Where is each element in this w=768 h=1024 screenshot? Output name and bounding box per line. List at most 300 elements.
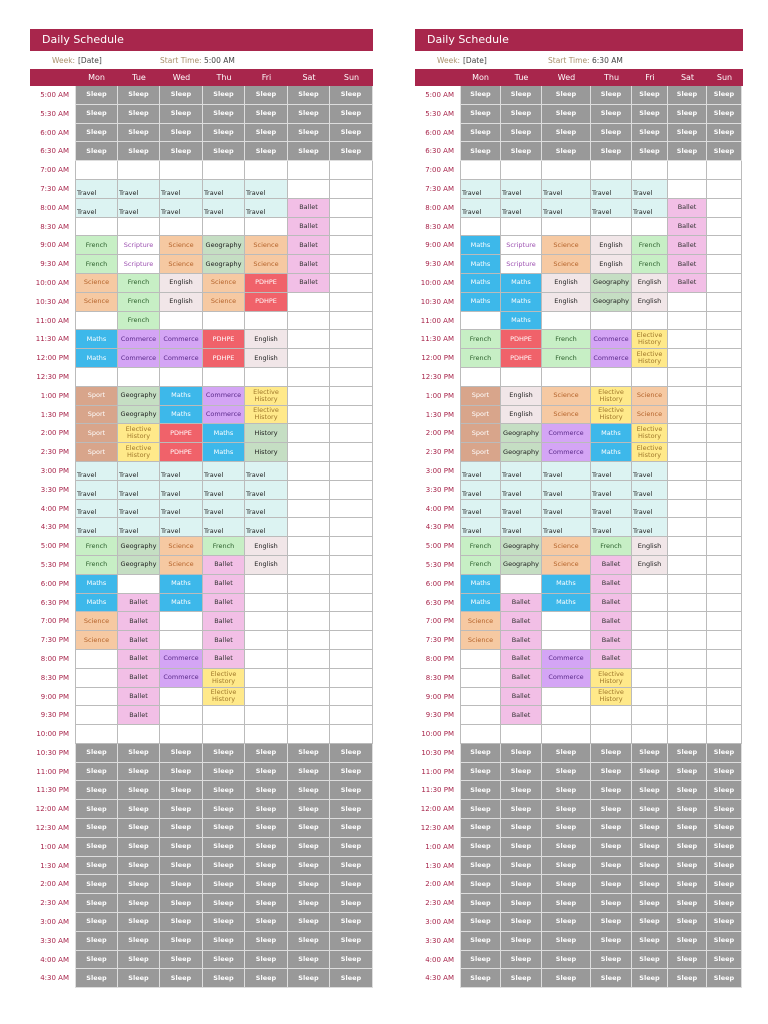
activity-cell-sleep[interactable]: Sleep: [632, 744, 668, 763]
activity-cell-sleep[interactable]: Sleep: [460, 875, 501, 894]
activity-cell-english[interactable]: English: [632, 293, 668, 312]
empty-cell[interactable]: [160, 218, 203, 237]
empty-cell[interactable]: [707, 180, 742, 199]
activity-cell-sleep[interactable]: Sleep: [460, 781, 501, 800]
activity-cell-sleep[interactable]: Sleep: [668, 105, 707, 124]
activity-cell-sleep[interactable]: Sleep: [203, 763, 245, 782]
activity-cell-travel[interactable]: Travel: [160, 518, 203, 537]
empty-cell[interactable]: [330, 725, 373, 744]
activity-cell-commerce[interactable]: Commerce: [591, 330, 632, 349]
activity-cell-french[interactable]: French: [118, 274, 160, 293]
week-value[interactable]: [Date]: [78, 56, 102, 65]
activity-cell-sleep[interactable]: Sleep: [591, 913, 632, 932]
empty-cell[interactable]: [288, 387, 330, 406]
activity-cell-sleep[interactable]: Sleep: [75, 105, 118, 124]
empty-cell[interactable]: [330, 443, 373, 462]
empty-cell[interactable]: [707, 236, 742, 255]
activity-cell-elective-history[interactable]: Elective History: [632, 330, 668, 349]
activity-cell-sleep[interactable]: Sleep: [288, 951, 330, 970]
empty-cell[interactable]: [203, 725, 245, 744]
empty-cell[interactable]: [245, 575, 288, 594]
activity-cell-sleep[interactable]: Sleep: [501, 124, 542, 143]
activity-cell-commerce[interactable]: Commerce: [160, 330, 203, 349]
activity-cell-sleep[interactable]: Sleep: [632, 105, 668, 124]
activity-cell-sleep[interactable]: Sleep: [160, 142, 203, 161]
activity-cell-sleep[interactable]: Sleep: [330, 913, 373, 932]
empty-cell[interactable]: [288, 161, 330, 180]
empty-cell[interactable]: [460, 368, 501, 387]
activity-cell-sleep[interactable]: Sleep: [542, 124, 591, 143]
activity-cell-maths[interactable]: Maths: [591, 424, 632, 443]
empty-cell[interactable]: [632, 650, 668, 669]
activity-cell-pdhpe[interactable]: PDHPE: [245, 293, 288, 312]
activity-cell-pdhpe[interactable]: PDHPE: [203, 330, 245, 349]
empty-cell[interactable]: [668, 312, 707, 331]
empty-cell[interactable]: [75, 650, 118, 669]
empty-cell[interactable]: [330, 312, 373, 331]
empty-cell[interactable]: [501, 725, 542, 744]
empty-cell[interactable]: [245, 161, 288, 180]
empty-cell[interactable]: [668, 293, 707, 312]
activity-cell-commerce[interactable]: Commerce: [118, 349, 160, 368]
activity-cell-ballet[interactable]: Ballet: [591, 612, 632, 631]
activity-cell-ballet[interactable]: Ballet: [118, 706, 160, 725]
activity-cell-sleep[interactable]: Sleep: [591, 951, 632, 970]
activity-cell-sleep[interactable]: Sleep: [245, 913, 288, 932]
activity-cell-sleep[interactable]: Sleep: [707, 86, 742, 105]
empty-cell[interactable]: [160, 688, 203, 707]
empty-cell[interactable]: [245, 312, 288, 331]
activity-cell-sleep[interactable]: Sleep: [707, 800, 742, 819]
activity-cell-travel[interactable]: Travel: [460, 500, 501, 519]
activity-cell-sleep[interactable]: Sleep: [707, 838, 742, 857]
activity-cell-science[interactable]: Science: [632, 387, 668, 406]
activity-cell-travel[interactable]: Travel: [75, 500, 118, 519]
empty-cell[interactable]: [118, 218, 160, 237]
activity-cell-ballet[interactable]: Ballet: [118, 631, 160, 650]
activity-cell-sleep[interactable]: Sleep: [245, 857, 288, 876]
empty-cell[interactable]: [288, 443, 330, 462]
activity-cell-sleep[interactable]: Sleep: [591, 838, 632, 857]
activity-cell-elective-history[interactable]: Elective History: [245, 406, 288, 425]
activity-cell-sleep[interactable]: Sleep: [460, 105, 501, 124]
empty-cell[interactable]: [203, 312, 245, 331]
activity-cell-sleep[interactable]: Sleep: [245, 105, 288, 124]
activity-cell-sleep[interactable]: Sleep: [203, 913, 245, 932]
empty-cell[interactable]: [288, 293, 330, 312]
empty-cell[interactable]: [330, 406, 373, 425]
activity-cell-sleep[interactable]: Sleep: [330, 800, 373, 819]
activity-cell-sleep[interactable]: Sleep: [632, 969, 668, 988]
activity-cell-sleep[interactable]: Sleep: [203, 142, 245, 161]
activity-cell-maths[interactable]: Maths: [542, 575, 591, 594]
activity-cell-ballet[interactable]: Ballet: [288, 218, 330, 237]
empty-cell[interactable]: [330, 293, 373, 312]
empty-cell[interactable]: [632, 669, 668, 688]
empty-cell[interactable]: [330, 218, 373, 237]
empty-cell[interactable]: [75, 706, 118, 725]
activity-cell-sleep[interactable]: Sleep: [330, 781, 373, 800]
activity-cell-travel[interactable]: Travel: [460, 518, 501, 537]
activity-cell-sleep[interactable]: Sleep: [330, 819, 373, 838]
activity-cell-sleep[interactable]: Sleep: [330, 838, 373, 857]
activity-cell-ballet[interactable]: Ballet: [501, 669, 542, 688]
empty-cell[interactable]: [330, 255, 373, 274]
activity-cell-ballet[interactable]: Ballet: [288, 255, 330, 274]
empty-cell[interactable]: [330, 537, 373, 556]
activity-cell-commerce[interactable]: Commerce: [542, 669, 591, 688]
empty-cell[interactable]: [288, 537, 330, 556]
activity-cell-sleep[interactable]: Sleep: [632, 124, 668, 143]
activity-cell-geography[interactable]: Geography: [501, 443, 542, 462]
empty-cell[interactable]: [542, 612, 591, 631]
empty-cell[interactable]: [707, 330, 742, 349]
empty-cell[interactable]: [707, 462, 742, 481]
activity-cell-sleep[interactable]: Sleep: [460, 969, 501, 988]
activity-cell-sleep[interactable]: Sleep: [501, 86, 542, 105]
activity-cell-sleep[interactable]: Sleep: [160, 951, 203, 970]
empty-cell[interactable]: [632, 312, 668, 331]
empty-cell[interactable]: [707, 706, 742, 725]
empty-cell[interactable]: [591, 312, 632, 331]
activity-cell-sleep[interactable]: Sleep: [203, 857, 245, 876]
activity-cell-sleep[interactable]: Sleep: [160, 800, 203, 819]
empty-cell[interactable]: [160, 161, 203, 180]
activity-cell-french[interactable]: French: [75, 255, 118, 274]
empty-cell[interactable]: [632, 631, 668, 650]
activity-cell-travel[interactable]: Travel: [501, 481, 542, 500]
empty-cell[interactable]: [632, 688, 668, 707]
activity-cell-travel[interactable]: Travel: [203, 518, 245, 537]
activity-cell-sleep[interactable]: Sleep: [75, 124, 118, 143]
activity-cell-sleep[interactable]: Sleep: [542, 781, 591, 800]
activity-cell-geography[interactable]: Geography: [118, 387, 160, 406]
activity-cell-french[interactable]: French: [632, 236, 668, 255]
activity-cell-scripture[interactable]: Scripture: [118, 236, 160, 255]
empty-cell[interactable]: [707, 443, 742, 462]
activity-cell-sleep[interactable]: Sleep: [160, 763, 203, 782]
activity-cell-science[interactable]: Science: [203, 293, 245, 312]
activity-cell-sleep[interactable]: Sleep: [542, 105, 591, 124]
empty-cell[interactable]: [707, 500, 742, 519]
empty-cell[interactable]: [542, 368, 591, 387]
activity-cell-ballet[interactable]: Ballet: [591, 631, 632, 650]
activity-cell-sleep[interactable]: Sleep: [707, 142, 742, 161]
activity-cell-sleep[interactable]: Sleep: [707, 913, 742, 932]
empty-cell[interactable]: [707, 349, 742, 368]
activity-cell-sport[interactable]: Sport: [460, 424, 501, 443]
empty-cell[interactable]: [330, 500, 373, 519]
activity-cell-sleep[interactable]: Sleep: [330, 894, 373, 913]
activity-cell-sleep[interactable]: Sleep: [501, 142, 542, 161]
activity-cell-sleep[interactable]: Sleep: [288, 105, 330, 124]
activity-cell-sleep[interactable]: Sleep: [160, 781, 203, 800]
activity-cell-sleep[interactable]: Sleep: [707, 894, 742, 913]
activity-cell-science[interactable]: Science: [245, 236, 288, 255]
activity-cell-sleep[interactable]: Sleep: [668, 744, 707, 763]
activity-cell-sleep[interactable]: Sleep: [460, 124, 501, 143]
empty-cell[interactable]: [330, 706, 373, 725]
activity-cell-sleep[interactable]: Sleep: [501, 932, 542, 951]
empty-cell[interactable]: [668, 424, 707, 443]
activity-cell-sleep[interactable]: Sleep: [330, 969, 373, 988]
activity-cell-science[interactable]: Science: [542, 255, 591, 274]
empty-cell[interactable]: [288, 594, 330, 613]
activity-cell-scripture[interactable]: Scripture: [501, 236, 542, 255]
activity-cell-sleep[interactable]: Sleep: [75, 819, 118, 838]
activity-cell-sleep[interactable]: Sleep: [501, 951, 542, 970]
activity-cell-french[interactable]: French: [460, 556, 501, 575]
activity-cell-history[interactable]: History: [245, 424, 288, 443]
activity-cell-sleep[interactable]: Sleep: [668, 86, 707, 105]
activity-cell-sleep[interactable]: Sleep: [75, 838, 118, 857]
activity-cell-sleep[interactable]: Sleep: [460, 894, 501, 913]
activity-cell-sleep[interactable]: Sleep: [160, 838, 203, 857]
empty-cell[interactable]: [460, 218, 501, 237]
activity-cell-sleep[interactable]: Sleep: [632, 838, 668, 857]
activity-cell-sleep[interactable]: Sleep: [245, 800, 288, 819]
activity-cell-sleep[interactable]: Sleep: [632, 800, 668, 819]
empty-cell[interactable]: [501, 218, 542, 237]
activity-cell-sleep[interactable]: Sleep: [668, 969, 707, 988]
empty-cell[interactable]: [330, 349, 373, 368]
empty-cell[interactable]: [542, 631, 591, 650]
activity-cell-maths[interactable]: Maths: [75, 594, 118, 613]
activity-cell-commerce[interactable]: Commerce: [160, 349, 203, 368]
activity-cell-science[interactable]: Science: [75, 293, 118, 312]
empty-cell[interactable]: [160, 706, 203, 725]
activity-cell-sleep[interactable]: Sleep: [591, 857, 632, 876]
empty-cell[interactable]: [707, 725, 742, 744]
activity-cell-sleep[interactable]: Sleep: [75, 800, 118, 819]
activity-cell-sleep[interactable]: Sleep: [632, 781, 668, 800]
activity-cell-pdhpe[interactable]: PDHPE: [501, 330, 542, 349]
empty-cell[interactable]: [707, 612, 742, 631]
activity-cell-sleep[interactable]: Sleep: [460, 142, 501, 161]
empty-cell[interactable]: [632, 725, 668, 744]
activity-cell-sleep[interactable]: Sleep: [160, 819, 203, 838]
empty-cell[interactable]: [288, 312, 330, 331]
activity-cell-sleep[interactable]: Sleep: [75, 763, 118, 782]
activity-cell-sleep[interactable]: Sleep: [118, 857, 160, 876]
activity-cell-sleep[interactable]: Sleep: [501, 838, 542, 857]
activity-cell-sleep[interactable]: Sleep: [501, 781, 542, 800]
empty-cell[interactable]: [245, 669, 288, 688]
activity-cell-elective-history[interactable]: Elective History: [591, 387, 632, 406]
activity-cell-travel[interactable]: Travel: [542, 199, 591, 218]
activity-cell-travel[interactable]: Travel: [591, 500, 632, 519]
activity-cell-sleep[interactable]: Sleep: [501, 744, 542, 763]
activity-cell-sleep[interactable]: Sleep: [668, 124, 707, 143]
activity-cell-sleep[interactable]: Sleep: [591, 800, 632, 819]
empty-cell[interactable]: [75, 218, 118, 237]
activity-cell-french[interactable]: French: [632, 255, 668, 274]
activity-cell-science[interactable]: Science: [160, 537, 203, 556]
activity-cell-english[interactable]: English: [160, 293, 203, 312]
activity-cell-sleep[interactable]: Sleep: [542, 800, 591, 819]
activity-cell-sleep[interactable]: Sleep: [245, 142, 288, 161]
empty-cell[interactable]: [501, 575, 542, 594]
empty-cell[interactable]: [542, 688, 591, 707]
activity-cell-french[interactable]: French: [118, 312, 160, 331]
activity-cell-ballet[interactable]: Ballet: [501, 631, 542, 650]
empty-cell[interactable]: [330, 688, 373, 707]
empty-cell[interactable]: [288, 406, 330, 425]
activity-cell-commerce[interactable]: Commerce: [203, 406, 245, 425]
activity-cell-sleep[interactable]: Sleep: [460, 763, 501, 782]
empty-cell[interactable]: [330, 330, 373, 349]
activity-cell-geography[interactable]: Geography: [501, 556, 542, 575]
activity-cell-travel[interactable]: Travel: [632, 481, 668, 500]
activity-cell-sleep[interactable]: Sleep: [707, 744, 742, 763]
activity-cell-ballet[interactable]: Ballet: [203, 650, 245, 669]
empty-cell[interactable]: [668, 706, 707, 725]
activity-cell-sleep[interactable]: Sleep: [542, 932, 591, 951]
activity-cell-sleep[interactable]: Sleep: [632, 894, 668, 913]
empty-cell[interactable]: [118, 725, 160, 744]
empty-cell[interactable]: [632, 594, 668, 613]
activity-cell-sleep[interactable]: Sleep: [460, 838, 501, 857]
activity-cell-sleep[interactable]: Sleep: [330, 744, 373, 763]
empty-cell[interactable]: [75, 669, 118, 688]
activity-cell-sleep[interactable]: Sleep: [203, 744, 245, 763]
activity-cell-geography[interactable]: Geography: [118, 537, 160, 556]
activity-cell-geography[interactable]: Geography: [591, 293, 632, 312]
activity-cell-sleep[interactable]: Sleep: [707, 932, 742, 951]
activity-cell-elective-history[interactable]: Elective History: [632, 424, 668, 443]
activity-cell-french[interactable]: French: [460, 330, 501, 349]
activity-cell-english[interactable]: English: [501, 387, 542, 406]
activity-cell-sleep[interactable]: Sleep: [288, 781, 330, 800]
activity-cell-science[interactable]: Science: [542, 556, 591, 575]
activity-cell-commerce[interactable]: Commerce: [542, 424, 591, 443]
empty-cell[interactable]: [632, 218, 668, 237]
activity-cell-sport[interactable]: Sport: [75, 406, 118, 425]
empty-cell[interactable]: [707, 669, 742, 688]
empty-cell[interactable]: [330, 274, 373, 293]
empty-cell[interactable]: [668, 180, 707, 199]
activity-cell-sleep[interactable]: Sleep: [118, 744, 160, 763]
activity-cell-sleep[interactable]: Sleep: [330, 105, 373, 124]
activity-cell-travel[interactable]: Travel: [460, 180, 501, 199]
activity-cell-travel[interactable]: Travel: [160, 481, 203, 500]
activity-cell-sleep[interactable]: Sleep: [288, 744, 330, 763]
empty-cell[interactable]: [542, 706, 591, 725]
activity-cell-sleep[interactable]: Sleep: [330, 124, 373, 143]
activity-cell-sleep[interactable]: Sleep: [118, 875, 160, 894]
activity-cell-sleep[interactable]: Sleep: [160, 969, 203, 988]
activity-cell-sleep[interactable]: Sleep: [707, 124, 742, 143]
activity-cell-english[interactable]: English: [245, 349, 288, 368]
activity-cell-travel[interactable]: Travel: [160, 500, 203, 519]
empty-cell[interactable]: [288, 631, 330, 650]
activity-cell-travel[interactable]: Travel: [75, 462, 118, 481]
activity-cell-maths[interactable]: Maths: [160, 387, 203, 406]
activity-cell-sleep[interactable]: Sleep: [460, 913, 501, 932]
activity-cell-science[interactable]: Science: [542, 387, 591, 406]
activity-cell-travel[interactable]: Travel: [542, 180, 591, 199]
activity-cell-sport[interactable]: Sport: [460, 406, 501, 425]
activity-cell-travel[interactable]: Travel: [542, 481, 591, 500]
activity-cell-science[interactable]: Science: [75, 274, 118, 293]
activity-cell-sleep[interactable]: Sleep: [632, 763, 668, 782]
activity-cell-science[interactable]: Science: [75, 631, 118, 650]
empty-cell[interactable]: [668, 631, 707, 650]
empty-cell[interactable]: [75, 688, 118, 707]
activity-cell-travel[interactable]: Travel: [542, 500, 591, 519]
empty-cell[interactable]: [330, 368, 373, 387]
empty-cell[interactable]: [330, 180, 373, 199]
activity-cell-sleep[interactable]: Sleep: [330, 857, 373, 876]
week-value[interactable]: [Date]: [463, 56, 487, 65]
activity-cell-sleep[interactable]: Sleep: [668, 951, 707, 970]
activity-cell-travel[interactable]: Travel: [460, 199, 501, 218]
empty-cell[interactable]: [460, 725, 501, 744]
activity-cell-sleep[interactable]: Sleep: [75, 969, 118, 988]
activity-cell-maths[interactable]: Maths: [542, 594, 591, 613]
empty-cell[interactable]: [707, 556, 742, 575]
activity-cell-sleep[interactable]: Sleep: [542, 913, 591, 932]
empty-cell[interactable]: [668, 612, 707, 631]
empty-cell[interactable]: [160, 312, 203, 331]
empty-cell[interactable]: [668, 330, 707, 349]
activity-cell-sleep[interactable]: Sleep: [591, 744, 632, 763]
empty-cell[interactable]: [118, 368, 160, 387]
activity-cell-history[interactable]: History: [245, 443, 288, 462]
activity-cell-sleep[interactable]: Sleep: [501, 763, 542, 782]
activity-cell-sleep[interactable]: Sleep: [245, 819, 288, 838]
empty-cell[interactable]: [288, 481, 330, 500]
activity-cell-sleep[interactable]: Sleep: [542, 819, 591, 838]
activity-cell-sleep[interactable]: Sleep: [203, 838, 245, 857]
empty-cell[interactable]: [542, 312, 591, 331]
activity-cell-sleep[interactable]: Sleep: [707, 857, 742, 876]
activity-cell-sleep[interactable]: Sleep: [288, 838, 330, 857]
activity-cell-travel[interactable]: Travel: [118, 462, 160, 481]
activity-cell-travel[interactable]: Travel: [75, 481, 118, 500]
activity-cell-sleep[interactable]: Sleep: [118, 969, 160, 988]
activity-cell-ballet[interactable]: Ballet: [288, 236, 330, 255]
activity-cell-sleep[interactable]: Sleep: [668, 875, 707, 894]
activity-cell-maths[interactable]: Maths: [75, 349, 118, 368]
activity-cell-english[interactable]: English: [245, 556, 288, 575]
activity-cell-commerce[interactable]: Commerce: [160, 669, 203, 688]
activity-cell-sleep[interactable]: Sleep: [591, 819, 632, 838]
activity-cell-sleep[interactable]: Sleep: [591, 142, 632, 161]
empty-cell[interactable]: [75, 368, 118, 387]
activity-cell-science[interactable]: Science: [160, 556, 203, 575]
activity-cell-ballet[interactable]: Ballet: [118, 650, 160, 669]
activity-cell-sleep[interactable]: Sleep: [75, 86, 118, 105]
activity-cell-sleep[interactable]: Sleep: [118, 105, 160, 124]
activity-cell-pdhpe[interactable]: PDHPE: [501, 349, 542, 368]
activity-cell-sleep[interactable]: Sleep: [501, 875, 542, 894]
activity-cell-maths[interactable]: Maths: [501, 312, 542, 331]
activity-cell-sleep[interactable]: Sleep: [591, 86, 632, 105]
empty-cell[interactable]: [707, 274, 742, 293]
empty-cell[interactable]: [245, 218, 288, 237]
activity-cell-sleep[interactable]: Sleep: [75, 894, 118, 913]
activity-cell-sleep[interactable]: Sleep: [160, 86, 203, 105]
activity-cell-french[interactable]: French: [460, 349, 501, 368]
empty-cell[interactable]: [288, 688, 330, 707]
activity-cell-sleep[interactable]: Sleep: [245, 951, 288, 970]
activity-cell-geography[interactable]: Geography: [118, 406, 160, 425]
empty-cell[interactable]: [203, 368, 245, 387]
activity-cell-sleep[interactable]: Sleep: [591, 781, 632, 800]
activity-cell-maths[interactable]: Maths: [501, 274, 542, 293]
empty-cell[interactable]: [668, 575, 707, 594]
